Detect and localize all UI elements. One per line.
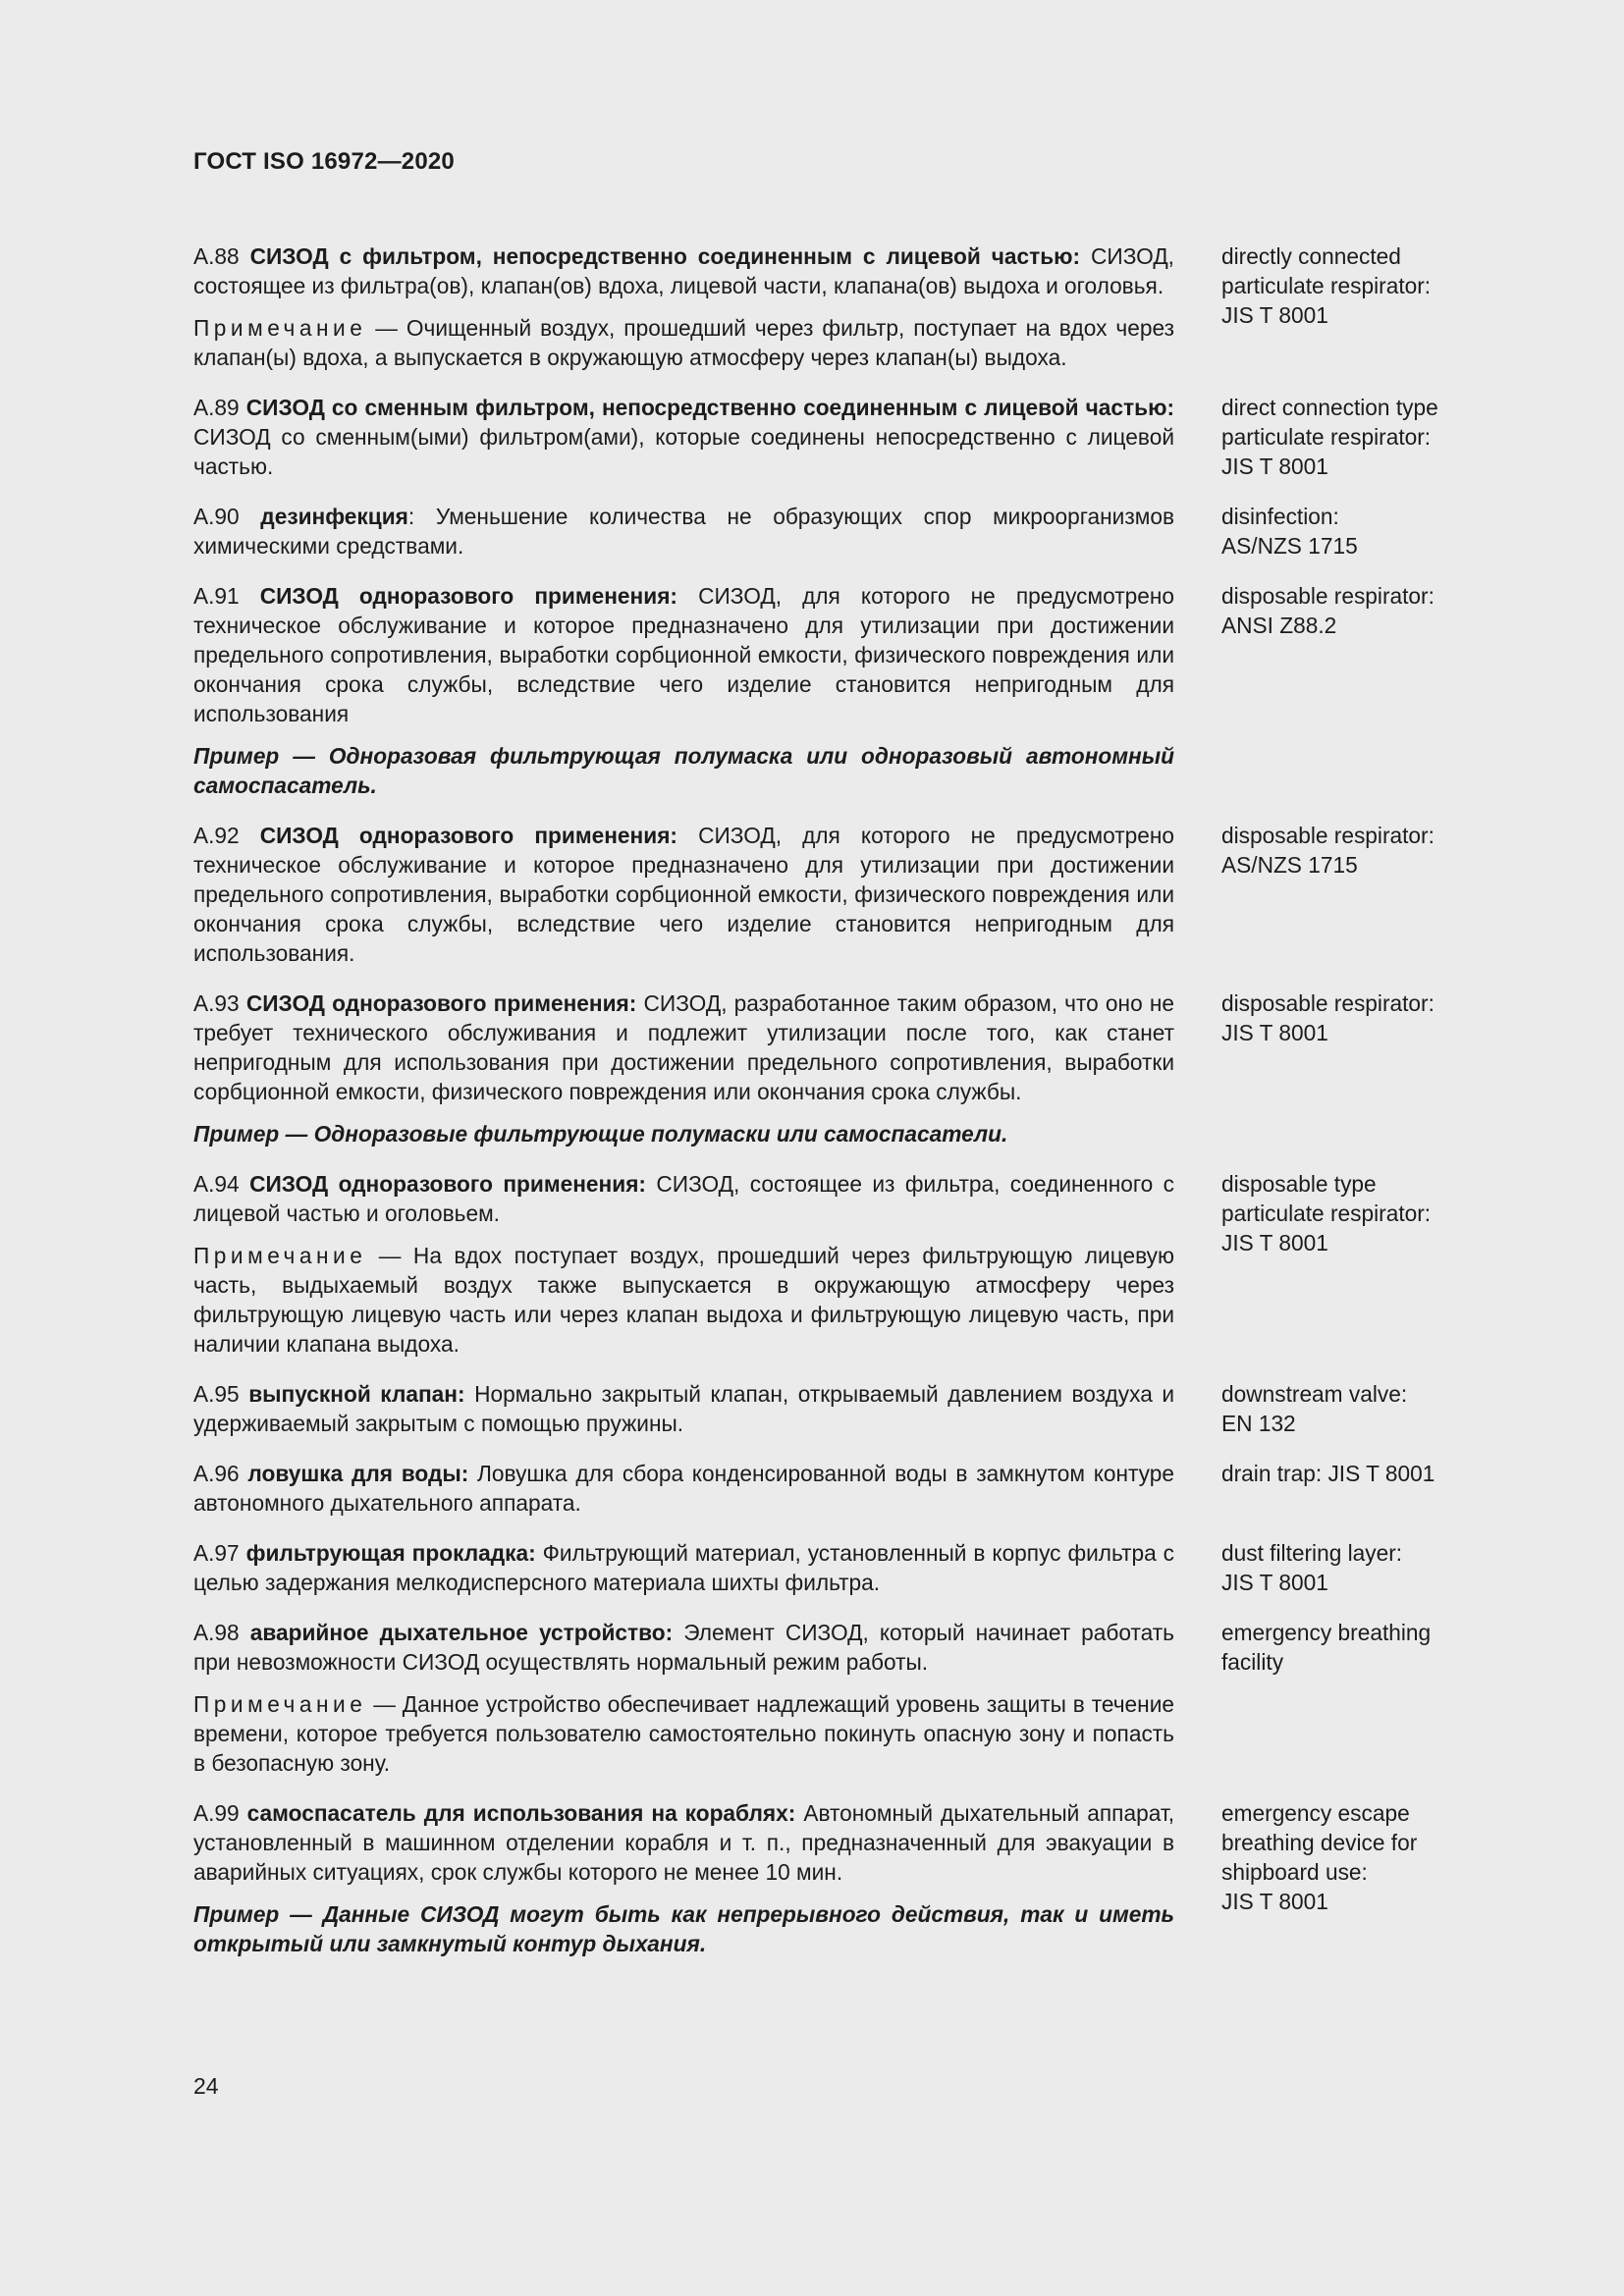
note-text: — Очищенный воздух, прошедший через фильтр, поступает на вдох через клапан(ы) вдоха, а выпускается в окружающую атмосферу через клапан(ы) выдоха. — [193, 315, 1174, 370]
term-definition: Автономный дыхательный аппарат, установленный в машинном отделении корабля и т. п., предназначенный для эвакуации в аварийных ситуациях, срок службы которого не менее 10 мин. — [193, 1800, 1174, 1885]
term-definition-paragraph — [193, 393, 1174, 481]
term-name: аварийное дыхательное устройство: — [249, 1620, 674, 1645]
term-definition-paragraph — [193, 1169, 1174, 1228]
page-number: 24 — [193, 2073, 219, 2099]
term-definition-paragraph — [193, 1379, 1174, 1438]
term-name: СИЗОД одноразового применения: — [259, 823, 677, 848]
term-definition-paragraph — [193, 988, 1174, 1106]
term-english-equivalent: disposable respirator: JIS T 8001 — [1221, 990, 1435, 1045]
term-number: А.92 — [193, 823, 240, 848]
term-number: А.89 — [193, 395, 240, 420]
term-name: СИЗОД одноразового применения: — [259, 583, 677, 609]
term-number: А.96 — [193, 1461, 240, 1486]
term-number: А.95 — [193, 1381, 240, 1407]
term-entry — [193, 1798, 1470, 1958]
term-definition-paragraph — [193, 1538, 1174, 1597]
term-english-equivalent: downstream valve: EN 132 — [1221, 1381, 1408, 1436]
term-english-equivalent: emergency breathing facility — [1221, 1620, 1432, 1675]
term-entry — [193, 1459, 1470, 1518]
term-note — [193, 1689, 1174, 1778]
term-name: СИЗОД со сменным фильтром, непосредственно соединенным с лицевой частью: — [245, 395, 1174, 420]
note-label: Примечание — [193, 315, 367, 341]
note-text: — На вдох поступает воздух, прошедший через фильтрующую лицевую часть, выдыхаемый воздух также выпускается в окружающую атмосферу через фильтрующую лицевую часть или через клапан выдоха и фильтрующую лицевую часть, при наличии клапана выдоха. — [193, 1243, 1174, 1357]
term-entry — [193, 1618, 1470, 1778]
term-definition: СИЗОД, состоящее из фильтра(ов), клапан(ов) вдоха, лицевой части, клапана(ов) выдоха и оголовья. — [193, 243, 1174, 298]
term-english-equivalent: disposable respirator: AS/NZS 1715 — [1221, 823, 1435, 878]
term-name: самоспасатель для использования на кораблях: — [246, 1800, 796, 1826]
term-number: А.93 — [193, 990, 240, 1016]
note-label: Примечание — [193, 1243, 367, 1268]
term-number: А.88 — [193, 243, 240, 269]
term-entry — [193, 581, 1470, 800]
term-definition: СИЗОД, разработанное таким образом, что оно не требует технического обслуживания и подлежит утилизации после того, как станет непригодным для использования при достижении предельного сопротивления, выработки сорбционной емкости, физического повреждения или окончания срока службы. — [193, 990, 1175, 1104]
term-definition: : Уменьшение количества не образующих спор микроорганизмов химическими средствами. — [193, 504, 1174, 559]
term-definition-paragraph — [193, 502, 1174, 561]
term-name: выпускной клапан: — [248, 1381, 465, 1407]
term-definition: Ловушка для сбора конденсированной воды в замкнутом контуре автономного дыхательного аппарата. — [193, 1461, 1174, 1516]
term-definition: Фильтрующий материал, установленный в корпус фильтра с целью задержания мелкодисперсного материала шихты фильтра. — [193, 1540, 1174, 1595]
term-name: СИЗОД одноразового применения: — [249, 1171, 646, 1197]
term-definition: Нормально закрытый клапан, открываемый давлением воздуха и удерживаемый закрытым с помощью пружины. — [193, 1381, 1175, 1436]
term-name: дезинфекция — [260, 504, 408, 529]
term-example: Пример — Одноразовая фильтрующая полумаска или одноразовый автономный самоспасатель. — [193, 743, 1174, 798]
note-text: — Данное устройство обеспечивает надлежащий уровень защиты в течение времени, которое требуется пользователю самостоятельно покинуть опасную зону и попасть в безопасную зону. — [193, 1691, 1174, 1776]
term-definition-paragraph — [193, 821, 1174, 968]
term-english-equivalent: disposable type particulate respirator: JIS T 8001 — [1221, 1171, 1432, 1255]
term-entry — [193, 1538, 1470, 1597]
term-english-equivalent: emergency escape breathing device for shipboard use: JIS T 8001 — [1221, 1800, 1418, 1914]
term-name: СИЗОД с фильтром, непосредственно соединенным с лицевой частью: — [249, 243, 1081, 269]
term-definition-paragraph — [193, 581, 1174, 728]
term-example: Пример — Одноразовые фильтрующие полумаски или самоспасатели. — [193, 1121, 1008, 1147]
document-header: ГОСТ ISO 16972—2020 — [193, 148, 455, 175]
term-definition: СИЗОД, для которого не предусмотрено техническое обслуживание и которое предназначено для утилизации при достижении предельного сопротивления, выработки сорбционной емкости, физического повреждения или окончания срока службы, вследствие чего изделие становится непригодным для использования — [193, 583, 1174, 726]
term-note — [193, 313, 1174, 372]
term-name: ловушка для воды: — [247, 1461, 469, 1486]
term-number: А.98 — [193, 1620, 240, 1645]
term-definition: СИЗОД, состоящее из фильтра, соединенного с лицевой частью и оголовьем. — [193, 1171, 1174, 1226]
term-english-equivalent: directly connected particulate respirator: JIS T 8001 — [1221, 243, 1432, 328]
term-definition: СИЗОД со сменным(ыми) фильтром(ами), которые соединены непосредственно с лицевой частью. — [193, 424, 1174, 479]
term-definition: Элемент СИЗОД, который начинает работать при невозможности СИЗОД осуществлять нормальный режим работы. — [193, 1620, 1174, 1675]
term-entry — [193, 393, 1470, 481]
term-number: А.91 — [193, 583, 240, 609]
term-number: А.97 — [193, 1540, 240, 1566]
term-definition-paragraph — [193, 1618, 1174, 1677]
term-english-equivalent: drain trap: JIS T 8001 — [1221, 1461, 1435, 1486]
term-number: А.94 — [193, 1171, 240, 1197]
term-entry — [193, 502, 1470, 561]
term-name: СИЗОД одноразового применения: — [245, 990, 637, 1016]
term-english-equivalent: disposable respirator: ANSI Z88.2 — [1221, 583, 1435, 638]
term-entry — [193, 241, 1470, 372]
term-definition-paragraph — [193, 241, 1174, 300]
term-english-equivalent: direct connection type particulate respirator: JIS T 8001 — [1221, 395, 1438, 479]
term-english-equivalent: dust filtering layer: JIS T 8001 — [1221, 1540, 1403, 1595]
term-number: А.99 — [193, 1800, 240, 1826]
term-definition-paragraph — [193, 1798, 1174, 1887]
term-entry — [193, 821, 1470, 968]
term-english-equivalent: disinfection: AS/NZS 1715 — [1221, 504, 1358, 559]
terms-list — [193, 241, 1470, 1979]
note-label: Примечание — [193, 1691, 367, 1717]
term-number: А.90 — [193, 504, 240, 529]
term-entry — [193, 988, 1470, 1148]
term-note — [193, 1241, 1174, 1359]
term-entry — [193, 1169, 1470, 1359]
term-entry — [193, 1379, 1470, 1438]
term-example: Пример — Данные СИЗОД могут быть как непрерывного действия, так и иметь открытый или замкнутый контур дыхания. — [193, 1901, 1174, 1956]
term-definition-paragraph — [193, 1459, 1174, 1518]
term-definition: СИЗОД, для которого не предусмотрено техническое обслуживание и которое предназначено для утилизации при достижении предельного сопротивления, выработки сорбционной емкости, физического повреждения или окончания срока службы, вследствие чего изделие становится непригодным для использования. — [193, 823, 1174, 966]
term-name: фильтрующая прокладка: — [245, 1540, 536, 1566]
